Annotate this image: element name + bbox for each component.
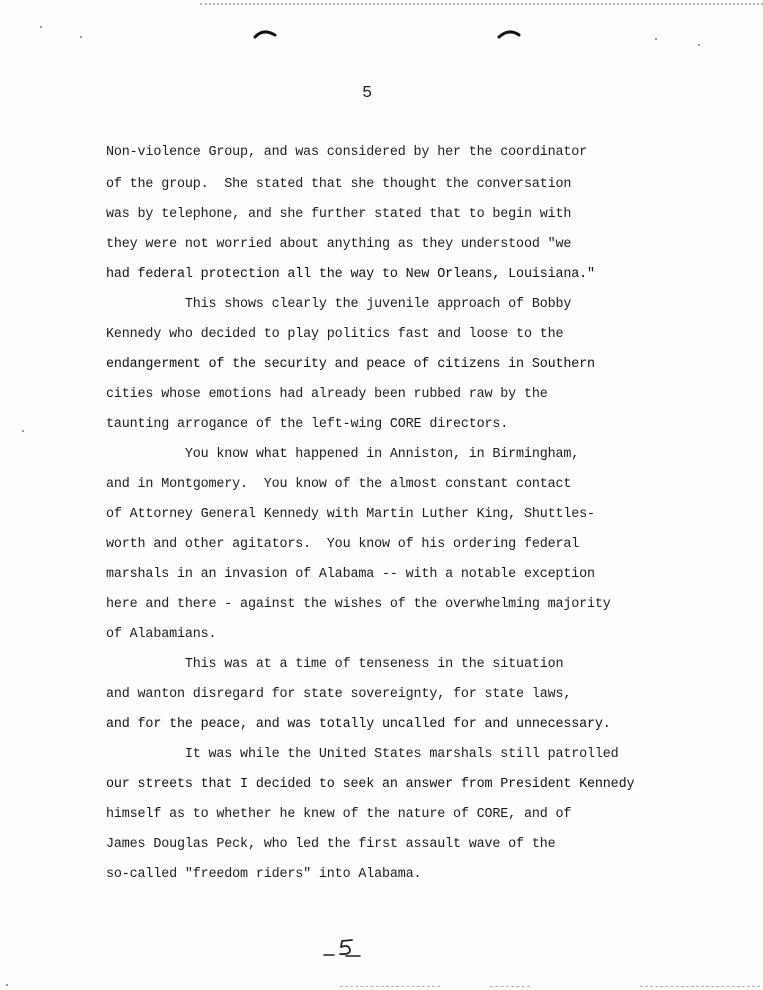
text-line: It was while the United States marshals still patrolled [106, 747, 619, 762]
text-line: our streets that I decided to seek an answer from President Kennedy [106, 777, 635, 792]
text-line: had federal protection all the way to New Orleans, Louisiana." [106, 267, 595, 282]
text-line: and for the peace, and was totally uncalled for and unnecessary. [106, 717, 611, 732]
scan-edge-top [200, 3, 763, 5]
text-line: worth and other agitators. You know of his ordering federal [106, 537, 580, 552]
text-line: and wanton disregard for state sovereignty, for state laws, [106, 687, 572, 702]
text-line: cities whose emotions had already been rubbed raw by the [106, 387, 548, 402]
text-line: endangerment of the security and peace of citizens in Southern [106, 357, 595, 372]
text-line: taunting arrogance of the left-wing CORE directors. [106, 417, 509, 432]
text-line: Kennedy who decided to play politics fast and loose to the [106, 327, 564, 342]
text-line: You know what happened in Anniston, in Birmingham, [106, 447, 580, 462]
scan-speck [655, 38, 657, 40]
scan-speck [698, 44, 700, 46]
punch-hole-mark-left [253, 26, 277, 40]
text-line: was by telephone, and she further stated that to begin with [106, 207, 572, 222]
page-number: 5 [362, 84, 373, 103]
text-line: of Alabamians. [106, 627, 217, 642]
text-line: Non-violence Group, and was considered by her the coordinator [106, 145, 588, 160]
scan-speck [6, 984, 8, 986]
text-line: of the group. She stated that she thought the conversation [106, 177, 572, 192]
text-line: here and there - against the wishes of the overwhelming majority [106, 597, 611, 612]
scan-edge-bottom-left [340, 986, 440, 987]
scan-speck [22, 430, 24, 432]
scan-edge-bottom-right [640, 986, 760, 987]
text-line: so-called "freedom riders" into Alabama. [106, 867, 422, 882]
scan-edge-bottom-mid [490, 986, 530, 987]
text-line: This shows clearly the juvenile approach of Bobby [106, 297, 572, 312]
handwritten-page-number [322, 935, 366, 961]
text-line: of Attorney General Kennedy with Martin Luther King, Shuttles- [106, 507, 595, 522]
scan-speck [80, 36, 82, 38]
punch-hole-mark-right [497, 26, 521, 40]
text-line: and in Montgomery. You know of the almost constant contact [106, 477, 572, 492]
text-line: himself as to whether he knew of the nature of CORE, and of [106, 807, 572, 822]
text-line: This was at a time of tenseness in the situation [106, 657, 564, 672]
text-line: James Douglas Peck, who led the first assault wave of the [106, 837, 556, 852]
text-line: they were not worried about anything as they understood "we [106, 237, 572, 252]
scan-speck [40, 26, 42, 28]
text-line: marshals in an invasion of Alabama -- with a notable exception [106, 567, 595, 582]
